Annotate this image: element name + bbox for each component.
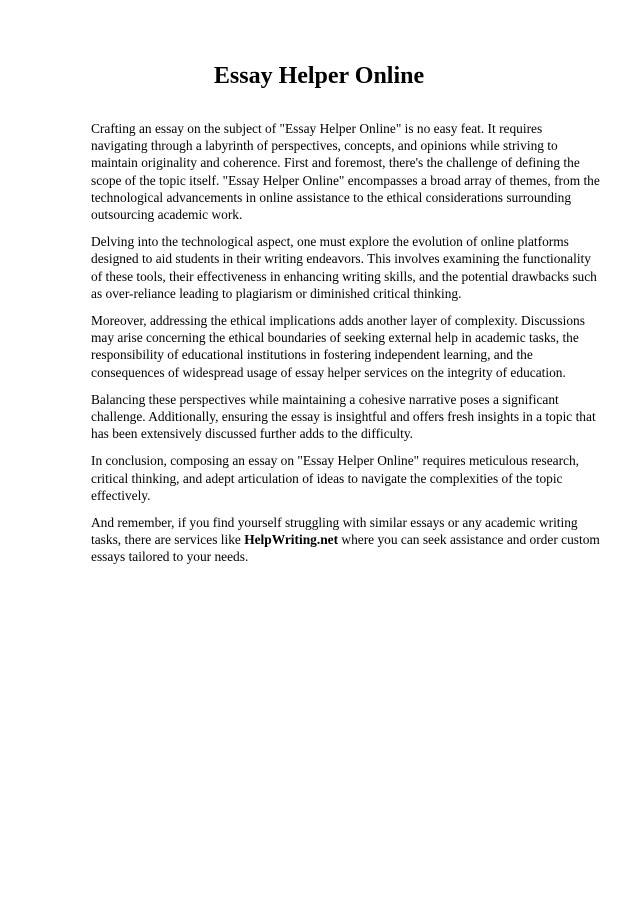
closing-text-before: And remember, if you find yourself struggling with similar essays or any academic writing tasks, there are services like [91,515,578,548]
paragraph-balance: Balancing these perspectives while maintaining a cohesive narrative poses a significant challenge. Additionally, ensuring the essay is insightful and offers fresh insights in a topic that has been extensively discussed further adds to the difficulty. [91,391,596,442]
brand-name: HelpWriting.net [244,532,339,548]
paragraph-conclusion: In conclusion, composing an essay on "Essay Helper Online" requires meticulous research, critical thinking, and adept articulation of ideas to navigate the complexities of the topic effectively. [91,453,580,503]
paragraph-ethics: Moreover, addressing the ethical implications adds another layer of complexity. Discussions may arise concerning the ethical boundaries of seeking external help in academic tasks, the responsibility of educational institutions in fostering independent learning, and the consequences of widespread usage of essay helper services on the integrity of education. [91,313,585,380]
document-title: Essay Helper Online [213,63,425,89]
closing-text-after: where you can seek assistance and order custom essays tailored to your needs. [91,532,600,565]
paragraph-technology: Delving into the technological aspect, one must explore the evolution of online platforms designed to aid students in their writing endeavors. This involves examining the functionality of these tools, their effectiveness in enhancing writing skills, and the potential drawbacks such as over-reliance leading to plagiarism or diminished critical thinking. [91,234,597,301]
paragraph-intro: Crafting an essay on the subject of "Essay Helper Online" is no easy feat. It requires navigating through a labyrinth of perspectives, concepts, and opinions while striving to maintain originality and coherence. First and foremost, there's the challenge of defining the scope of the topic itself. "Essay Helper Online" encompasses a broad array of themes, from the technological advancements in online assistance to the ethical considerations surrounding outsourcing academic work. [91,121,600,223]
paragraph-closing [91,514,601,566]
document-body [91,120,601,576]
